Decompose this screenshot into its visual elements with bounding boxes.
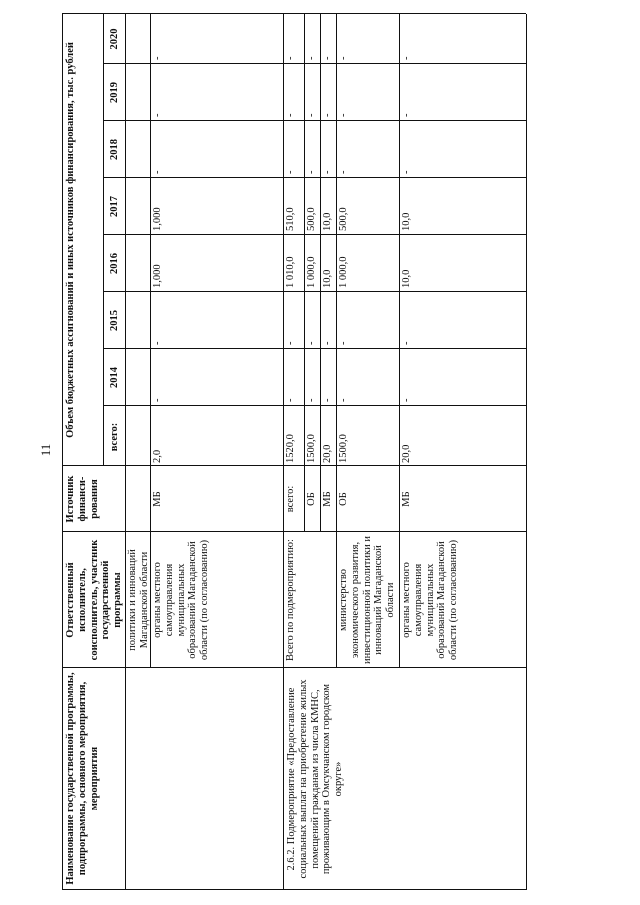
executor-cell: органы местного самоуправления муниципальных образований Магаданской области (по согласованию) bbox=[152, 539, 210, 661]
grid-line bbox=[526, 14, 527, 532]
grid-line bbox=[526, 532, 527, 668]
grid-line bbox=[283, 532, 284, 668]
year-value-cell: 1,000 bbox=[152, 207, 163, 231]
grid-line bbox=[399, 14, 400, 532]
year-value-cell bbox=[127, 123, 149, 174]
grid-line bbox=[125, 668, 126, 890]
grid-line bbox=[62, 531, 526, 532]
total-cell bbox=[127, 409, 149, 463]
grid-line bbox=[62, 14, 63, 890]
header-year-2016: 2016 bbox=[109, 253, 120, 274]
grid-line bbox=[336, 532, 337, 668]
grid-line bbox=[62, 13, 526, 14]
executor-cell: политики и инноваций Магаданской области bbox=[127, 549, 150, 651]
header-year-2019: 2019 bbox=[109, 82, 120, 103]
header-name: Наименование государственной программы, подпрограммы, основного мероприятия, мероприятия bbox=[65, 672, 100, 885]
grid-line bbox=[103, 63, 526, 64]
header-source: Источник финанси-рования bbox=[65, 475, 100, 523]
year-value-cell: - bbox=[401, 398, 412, 402]
total-cell: 20,0 bbox=[401, 444, 412, 463]
grid-line bbox=[283, 668, 284, 890]
year-value-cell: - bbox=[338, 113, 349, 117]
year-value-cell: 10,0 bbox=[322, 212, 333, 231]
header-total: всего: bbox=[109, 422, 120, 452]
source-cell: ОБ bbox=[306, 492, 317, 506]
grid-line bbox=[103, 348, 526, 349]
source-cell: МБ bbox=[401, 491, 412, 507]
year-value-cell: - bbox=[322, 398, 333, 402]
total-cell: 1500,0 bbox=[338, 434, 349, 463]
year-value-cell: 500,0 bbox=[306, 207, 317, 231]
year-value-cell: - bbox=[306, 398, 317, 402]
header-volume: Объем бюджетных ассигнований и иных источников финансирования, тыс. рублей bbox=[65, 42, 76, 438]
executor-cell: органы местного самоуправления муниципальных образований Магаданской области (по согласованию) bbox=[401, 539, 459, 661]
year-value-cell bbox=[127, 294, 149, 345]
year-value-cell: - bbox=[152, 56, 163, 60]
year-value-cell: - bbox=[338, 170, 349, 174]
year-value-cell: - bbox=[285, 341, 296, 345]
year-value-cell: 510,0 bbox=[285, 207, 296, 231]
year-value-cell: - bbox=[322, 341, 333, 345]
year-value-cell: 500,0 bbox=[338, 207, 349, 231]
source-cell: всего: bbox=[285, 485, 296, 513]
year-value-cell: - bbox=[338, 56, 349, 60]
year-value-cell: - bbox=[152, 398, 163, 402]
grid-line bbox=[399, 532, 400, 668]
header-year-2020: 2020 bbox=[109, 28, 120, 50]
year-value-cell bbox=[127, 237, 149, 288]
year-value-cell: - bbox=[285, 113, 296, 117]
header-year-2015: 2015 bbox=[109, 310, 120, 331]
source-cell: МБ bbox=[322, 491, 333, 507]
executor-cell: Всего по подмероприятию: bbox=[285, 539, 296, 661]
year-value-cell: - bbox=[401, 341, 412, 345]
year-value-cell: - bbox=[401, 56, 412, 60]
grid-line bbox=[103, 177, 526, 178]
total-cell: 1500,0 bbox=[306, 434, 317, 463]
grid-line bbox=[320, 14, 321, 532]
year-value-cell: - bbox=[285, 56, 296, 60]
header-year-2014: 2014 bbox=[109, 367, 120, 388]
year-value-cell: - bbox=[401, 170, 412, 174]
grid-line bbox=[103, 14, 104, 466]
year-value-cell: - bbox=[401, 113, 412, 117]
grid-line bbox=[62, 667, 526, 668]
grid-line bbox=[150, 14, 151, 532]
grid-line bbox=[103, 405, 526, 406]
grid-line bbox=[304, 14, 305, 532]
year-value-cell: - bbox=[322, 56, 333, 60]
total-cell: 2,0 bbox=[152, 449, 163, 463]
year-value-cell: 1,000 bbox=[152, 264, 163, 288]
header-year-2017: 2017 bbox=[109, 196, 120, 217]
grid-line bbox=[103, 120, 526, 121]
grid-line bbox=[62, 889, 526, 890]
grid-line bbox=[103, 234, 526, 235]
year-value-cell: - bbox=[152, 113, 163, 117]
total-cell: 20,0 bbox=[322, 444, 333, 463]
header-executor: Ответственный исполнитель, соисполнитель, участник государственной программы bbox=[65, 539, 123, 661]
subaction-name: 2.6.2. Подмероприятие «Предоставление социальных выплат на приобретение жилых помещений гражданам из числа КМНС, проживающим в Омсукчанском городском округе» bbox=[286, 679, 344, 879]
year-value-cell: - bbox=[306, 170, 317, 174]
grid-line bbox=[103, 291, 526, 292]
source-cell: МБ bbox=[152, 491, 163, 507]
year-value-cell bbox=[127, 16, 149, 60]
total-cell: 1520,0 bbox=[285, 434, 296, 463]
grid-line bbox=[336, 14, 337, 532]
year-value-cell: - bbox=[152, 341, 163, 345]
grid-line bbox=[62, 465, 526, 466]
year-value-cell: - bbox=[338, 398, 349, 402]
year-value-cell: 10,0 bbox=[401, 212, 412, 231]
year-value-cell: - bbox=[338, 341, 349, 345]
year-value-cell: - bbox=[306, 113, 317, 117]
header-year-2018: 2018 bbox=[109, 139, 120, 160]
grid-line bbox=[526, 668, 527, 890]
year-value-cell: - bbox=[322, 113, 333, 117]
year-value-cell: 1 000,0 bbox=[338, 256, 349, 288]
grid-line bbox=[125, 14, 126, 532]
year-value-cell: 10,0 bbox=[401, 269, 412, 288]
grid-line bbox=[283, 14, 284, 532]
source-cell: ОБ bbox=[338, 492, 349, 506]
year-value-cell: - bbox=[285, 170, 296, 174]
year-value-cell bbox=[127, 180, 149, 231]
source-cell bbox=[127, 469, 149, 529]
year-value-cell bbox=[127, 351, 149, 402]
page-number: 11 bbox=[38, 443, 53, 457]
year-value-cell bbox=[127, 66, 149, 117]
year-value-cell: - bbox=[322, 170, 333, 174]
year-value-cell: 1 000,0 bbox=[306, 256, 317, 288]
year-value-cell: - bbox=[306, 56, 317, 60]
executor-cell: министерство экономического развития, инвестиционной политики и инноваций Магаданской области bbox=[338, 536, 396, 664]
financing-table bbox=[62, 14, 526, 890]
year-value-cell: - bbox=[152, 170, 163, 174]
year-value-cell: - bbox=[285, 398, 296, 402]
year-value-cell: 1 010,0 bbox=[285, 256, 296, 288]
year-value-cell: - bbox=[306, 341, 317, 345]
year-value-cell: 10,0 bbox=[322, 269, 333, 288]
